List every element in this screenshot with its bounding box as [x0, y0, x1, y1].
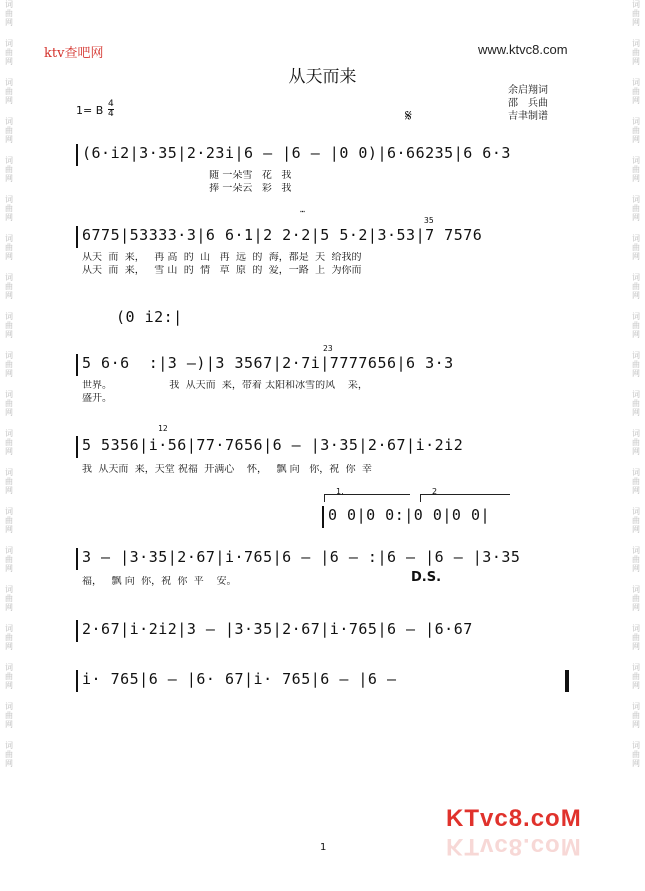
watermark-char: 网 [5, 642, 13, 651]
watermark-char: 词 [632, 78, 640, 87]
watermark-char: 词 [632, 117, 640, 126]
dal-segno-marking: D.S. [411, 570, 442, 585]
watermark-group [5, 741, 13, 768]
watermark-char: 曲 [5, 48, 13, 57]
watermark-group [5, 234, 13, 261]
site-name-left: ktv查吧网 [44, 46, 104, 61]
time-signature-bottom: 4 [108, 109, 114, 119]
watermark-group [5, 312, 13, 339]
score-row-6-volta: 0 0|0 0:|0 0|0 0| [322, 506, 512, 528]
watermark-group [632, 312, 640, 339]
watermark-char: 曲 [632, 87, 640, 96]
watermark-char: 曲 [632, 555, 640, 564]
watermark-char: 曲 [5, 672, 13, 681]
watermark-char: 词 [632, 702, 640, 711]
score-row-7: 3 — |3·35|2·67|i·765|6 — |6 — :|6 — |6 — |3·35 [76, 548, 572, 570]
watermark-char: 网 [632, 720, 640, 729]
lyric-row-2a: 从天 而 来， 再 高 的 山 再 远 的 海，都是 天 给我的 [82, 252, 362, 263]
watermark-group [632, 507, 640, 534]
watermark-char: 词 [5, 351, 13, 360]
watermark-char: 网 [5, 759, 13, 768]
watermark-column-left [2, 0, 16, 891]
volta-number-2: 2 [432, 487, 438, 496]
watermark-char: 网 [5, 252, 13, 261]
watermark-char: 词 [5, 468, 13, 477]
watermark-char: 词 [5, 663, 13, 672]
grace-note-1: 35 [424, 216, 434, 225]
time-signature-top: 4 [108, 99, 114, 109]
watermark-char: 网 [632, 252, 640, 261]
watermark-char: 曲 [5, 555, 13, 564]
lyric-row-7: 福， 飘 向 你，祝 你 平 安。 [82, 576, 237, 587]
watermark-group [5, 507, 13, 534]
grace-note-0: 23 [323, 344, 333, 353]
watermark-char: 曲 [5, 750, 13, 759]
score-row-8: 2·67|i·2i2|3 — |3·35|2·67|i·765|6 — |6·67 [76, 620, 572, 642]
time-signature [108, 100, 114, 119]
watermark-char: 曲 [632, 321, 640, 330]
watermark-group [632, 546, 640, 573]
lyric-row-1a: 随 一朵雪 花 我 [82, 170, 292, 181]
watermark-group [632, 624, 640, 651]
watermark-char: 词 [632, 468, 640, 477]
watermark-group [632, 117, 640, 144]
watermark-char: 网 [5, 525, 13, 534]
watermark-char: 网 [632, 135, 640, 144]
watermark-char: 网 [632, 486, 640, 495]
score-row-2: 6775|53333·3|6 6·1|2 2·2|5 5·2|3·53|7 7576 [76, 226, 572, 248]
watermark-char: 词 [5, 195, 13, 204]
watermark-char: 网 [5, 174, 13, 183]
watermark-char: 曲 [5, 399, 13, 408]
watermark-char: 词 [5, 507, 13, 516]
watermark-char: 词 [632, 429, 640, 438]
watermark-group [5, 429, 13, 456]
watermark-group [632, 390, 640, 417]
watermark-char: 词 [5, 585, 13, 594]
watermark-char: 曲 [632, 633, 640, 642]
watermark-char: 词 [5, 78, 13, 87]
watermark-char: 词 [632, 39, 640, 48]
watermark-group [5, 273, 13, 300]
watermark-group [5, 0, 13, 27]
watermark-char: 网 [632, 57, 640, 66]
watermark-char: 词 [5, 234, 13, 243]
watermark-char: 词 [632, 546, 640, 555]
site-url: www.ktvc8.com [478, 42, 568, 57]
watermark-char: 网 [632, 759, 640, 768]
watermark-char: 曲 [632, 243, 640, 252]
key-signature: 1= B [76, 104, 104, 117]
watermark-char: 曲 [632, 672, 640, 681]
watermark-group [632, 429, 640, 456]
watermark-group [632, 273, 640, 300]
watermark-column-right [629, 0, 643, 891]
watermark-char: 网 [632, 681, 640, 690]
watermark-char: 网 [5, 408, 13, 417]
volta-tick-1 [324, 494, 325, 502]
watermark-char: 网 [632, 603, 640, 612]
lyricist-credit: 余启翔词 [508, 85, 548, 96]
watermark-group [632, 585, 640, 612]
watermark-char: 词 [632, 312, 640, 321]
transcriber-credit: 吉聿制谱 [508, 111, 548, 122]
watermark-char: 词 [5, 429, 13, 438]
watermark-char: 网 [5, 213, 13, 222]
watermark-char: 网 [5, 291, 13, 300]
lyric-row-4b: 盛开。 [82, 393, 112, 404]
watermark-char: 曲 [5, 282, 13, 291]
watermark-group [5, 624, 13, 651]
watermark-char: 曲 [5, 321, 13, 330]
watermark-group [5, 156, 13, 183]
watermark-char: 词 [632, 624, 640, 633]
watermark-group [632, 234, 640, 261]
composer-credit: 邵 兵曲 [508, 98, 548, 109]
credits [508, 84, 548, 123]
watermark-char: 曲 [5, 711, 13, 720]
watermark-char: 词 [5, 702, 13, 711]
watermark-char: 曲 [632, 48, 640, 57]
watermark-char: 网 [632, 642, 640, 651]
watermark-char: 曲 [632, 711, 640, 720]
watermark-char: 曲 [5, 360, 13, 369]
watermark-char: 网 [632, 369, 640, 378]
watermark-char: 曲 [5, 204, 13, 213]
watermark-char: 词 [5, 156, 13, 165]
watermark-char: 网 [5, 96, 13, 105]
watermark-group [5, 546, 13, 573]
ktvc8-logo: KTvc8.coM [446, 805, 582, 832]
lyric-row-4a: 世界。 我 从天而 来，带着 太阳和冰雪的风 采， [82, 380, 368, 391]
watermark-char: 词 [5, 312, 13, 321]
watermark-char: 词 [632, 351, 640, 360]
watermark-group [632, 156, 640, 183]
watermark-group [5, 585, 13, 612]
watermark-char: 网 [632, 564, 640, 573]
watermark-group [632, 663, 640, 690]
watermark-group [632, 195, 640, 222]
score-row-1: (6·i2|3·35|2·23i|6 — |6 — |0 0)|6·66235|6 6·3 [76, 144, 572, 166]
watermark-char: 曲 [5, 516, 13, 525]
watermark-char: 词 [632, 390, 640, 399]
watermark-group [632, 351, 640, 378]
watermark-char: 曲 [5, 87, 13, 96]
watermark-char: 曲 [632, 360, 640, 369]
trill-mark: ⋯ [300, 207, 305, 216]
watermark-group [5, 702, 13, 729]
watermark-char: 网 [632, 330, 640, 339]
watermark-char: 曲 [5, 594, 13, 603]
watermark-char: 词 [5, 741, 13, 750]
watermark-char: 曲 [632, 438, 640, 447]
score-row-3-alternate: (0 i2:| [116, 308, 183, 326]
watermark-group [5, 390, 13, 417]
watermark-group [632, 0, 640, 27]
final-barline [565, 670, 569, 692]
watermark-char: 曲 [632, 165, 640, 174]
watermark-char: 曲 [5, 438, 13, 447]
volta-number-1: 1. [336, 487, 344, 496]
watermark-char: 词 [632, 741, 640, 750]
watermark-char: 曲 [5, 9, 13, 18]
watermark-char: 网 [632, 291, 640, 300]
score-row-4: 5 6·6 :|3 —)|3 3567|2·7i|7777656|6 3·3 [76, 354, 572, 376]
watermark-char: 网 [632, 213, 640, 222]
watermark-char: 网 [5, 135, 13, 144]
watermark-group [632, 741, 640, 768]
watermark-char: 网 [5, 369, 13, 378]
watermark-char: 曲 [632, 204, 640, 213]
watermark-char: 网 [632, 18, 640, 27]
watermark-char: 词 [5, 273, 13, 282]
watermark-char: 曲 [632, 594, 640, 603]
watermark-char: 词 [632, 585, 640, 594]
watermark-char: 网 [5, 564, 13, 573]
watermark-char: 曲 [632, 9, 640, 18]
watermark-char: 网 [5, 447, 13, 456]
page-number: 1 [320, 842, 327, 853]
watermark-char: 词 [632, 0, 640, 9]
watermark-char: 词 [5, 0, 13, 9]
watermark-char: 曲 [5, 126, 13, 135]
watermark-char: 曲 [632, 399, 640, 408]
watermark-char: 曲 [632, 750, 640, 759]
watermark-char: 网 [632, 408, 640, 417]
lyric-row-2b: 从天 而 来， 雪 山 的 情 草 原 的 爱，一路 上 为你而 [82, 265, 362, 276]
lyric-row-5: 我 从天而 来，天堂 祝福 开满心 怀， 飘 向 你，祝 你 幸 [82, 464, 372, 475]
segno-sign: 𝄋 [405, 106, 412, 125]
watermark-char: 网 [632, 96, 640, 105]
watermark-char: 曲 [5, 633, 13, 642]
watermark-char: 词 [632, 273, 640, 282]
grace-note-2: 12 [158, 424, 168, 433]
watermark-char: 网 [5, 18, 13, 27]
watermark-char: 网 [5, 681, 13, 690]
lyric-row-1b: 捧 一朵云 彩 我 [82, 183, 292, 194]
watermark-char: 曲 [632, 126, 640, 135]
watermark-char: 曲 [5, 477, 13, 486]
watermark-char: 网 [632, 174, 640, 183]
watermark-char: 词 [5, 39, 13, 48]
watermark-char: 曲 [5, 165, 13, 174]
volta-tick-2 [420, 494, 421, 502]
watermark-char: 网 [5, 330, 13, 339]
watermark-char: 网 [632, 447, 640, 456]
score-row-5: 5 5356|i·56|77·7656|6 — |3·35|2·67|i·2i2 [76, 436, 572, 458]
watermark-char: 网 [5, 603, 13, 612]
ktvc8-logo-reflection: KTvc8.coM [446, 833, 582, 860]
watermark-char: 曲 [632, 477, 640, 486]
watermark-char: 曲 [5, 243, 13, 252]
watermark-char: 词 [632, 195, 640, 204]
watermark-char: 词 [632, 507, 640, 516]
watermark-char: 词 [5, 117, 13, 126]
watermark-char: 网 [5, 57, 13, 66]
watermark-group [5, 195, 13, 222]
watermark-char: 曲 [632, 282, 640, 291]
watermark-group [632, 468, 640, 495]
watermark-char: 词 [632, 663, 640, 672]
watermark-char: 词 [5, 624, 13, 633]
score-row-9: i· 765|6 — |6· 67|i· 765|6 — |6 — [76, 670, 572, 692]
watermark-char: 词 [5, 546, 13, 555]
watermark-group [5, 117, 13, 144]
song-title: 从天而来 [288, 67, 357, 87]
watermark-char: 网 [5, 486, 13, 495]
watermark-group [5, 663, 13, 690]
watermark-char: 词 [632, 156, 640, 165]
watermark-char: 词 [5, 390, 13, 399]
watermark-char: 词 [632, 234, 640, 243]
watermark-group [5, 351, 13, 378]
watermark-char: 网 [632, 525, 640, 534]
watermark-group [632, 702, 640, 729]
watermark-group [5, 468, 13, 495]
watermark-char: 网 [5, 720, 13, 729]
watermark-char: 曲 [632, 516, 640, 525]
